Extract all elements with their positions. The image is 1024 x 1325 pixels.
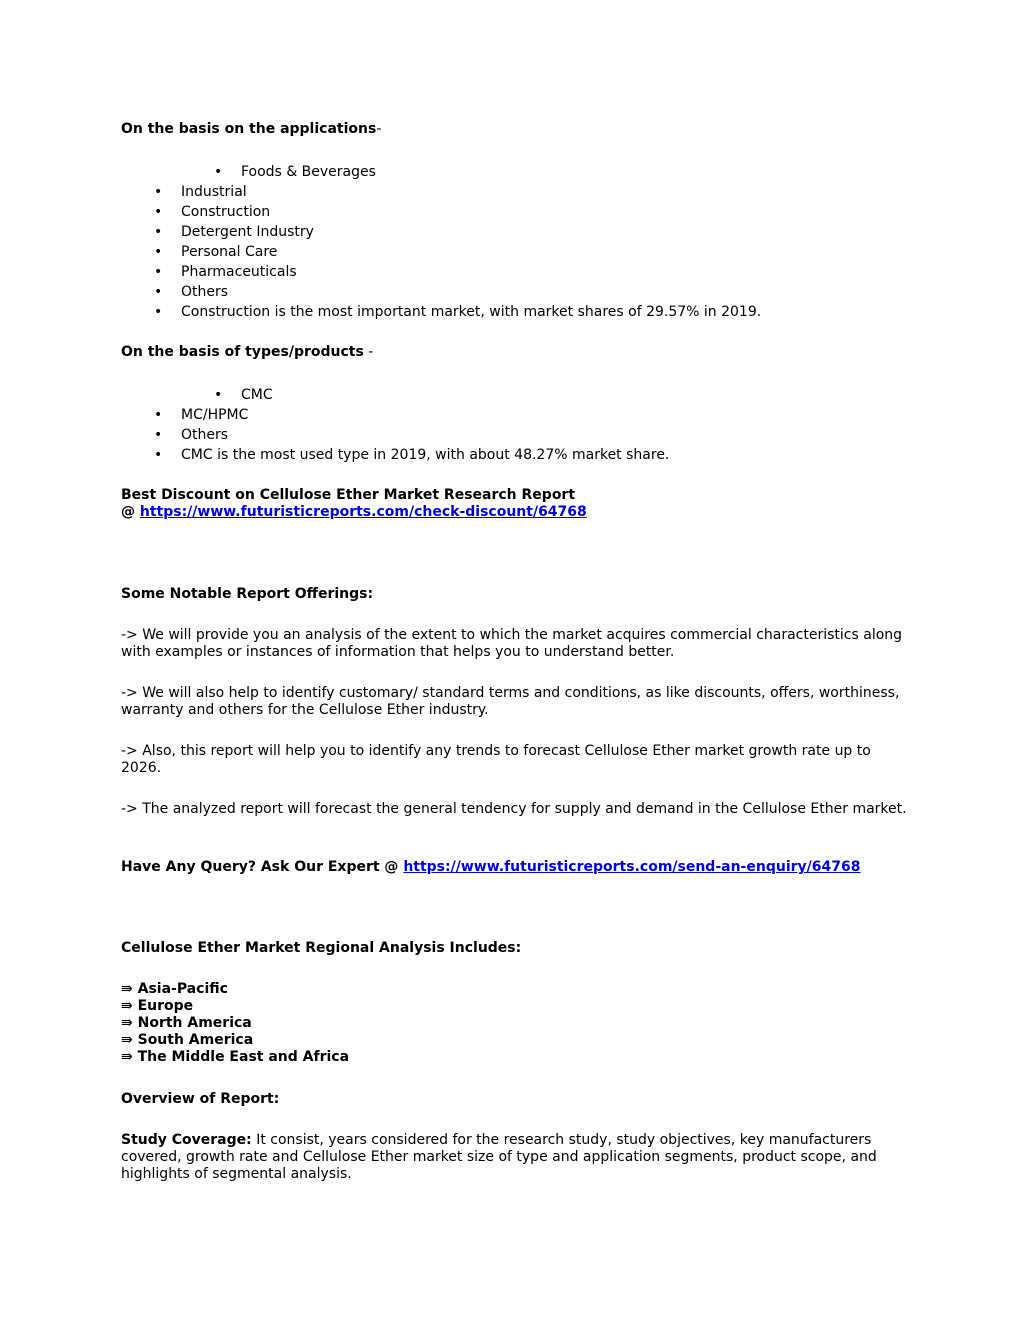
offering-paragraph: -> We will also help to identify customary/ standard terms and conditions, as like discounts, offers, worthiness, warranty and others for the Cellulose Ether industry. bbox=[121, 685, 900, 718]
overview-heading: Overview of Report: bbox=[121, 1091, 280, 1107]
list-item-text: Foods & Beverages bbox=[241, 164, 376, 180]
applications-heading-text: On the basis on the applications bbox=[121, 121, 377, 137]
discount-block bbox=[121, 487, 911, 521]
bullet-icon: • bbox=[154, 264, 163, 280]
list-item-text: Others bbox=[181, 427, 229, 443]
applications-heading bbox=[121, 121, 911, 138]
list-item bbox=[154, 427, 229, 444]
list-item bbox=[154, 284, 229, 301]
list-item bbox=[154, 204, 271, 221]
types-heading-suffix: - bbox=[363, 344, 374, 360]
list-item bbox=[121, 1032, 911, 1049]
study-coverage-label: Study Coverage: bbox=[121, 1132, 252, 1148]
list-item-text: Personal Care bbox=[181, 244, 278, 260]
offering-paragraph: -> Also, this report will help you to identify any trends to forecast Cellulose Ether market growth rate up to 2026. bbox=[121, 743, 871, 776]
list-item-text: Industrial bbox=[181, 184, 247, 200]
list-item-text: CMC is the most used type in 2019, with about 48.27% market share. bbox=[181, 447, 670, 463]
regional-list bbox=[121, 981, 911, 1066]
bullet-icon: • bbox=[154, 244, 163, 260]
types-heading-text: On the basis of types/products bbox=[121, 344, 364, 360]
offerings-heading: Some Notable Report Offerings: bbox=[121, 586, 374, 602]
list-item bbox=[154, 224, 314, 241]
bullet-icon: • bbox=[154, 224, 163, 240]
region-name: Europe bbox=[137, 998, 194, 1014]
list-item-text: CMC bbox=[241, 387, 273, 403]
list-item bbox=[214, 387, 273, 404]
region-name: North America bbox=[137, 1015, 252, 1031]
arrow-icon: ⇛ bbox=[121, 1049, 133, 1065]
list-item-text: Detergent Industry bbox=[181, 224, 314, 240]
bullet-icon: • bbox=[214, 387, 223, 403]
list-item bbox=[154, 407, 249, 424]
list-item bbox=[154, 184, 247, 201]
list-item-text: MC/HPMC bbox=[181, 407, 249, 423]
arrow-icon: ⇛ bbox=[121, 1032, 133, 1048]
list-item bbox=[121, 998, 911, 1015]
offering-paragraph: -> We will provide you an analysis of the extent to which the market acquires commercial characteristics along with examples or instances of information that helps you to understand better. bbox=[121, 627, 903, 660]
bullet-icon: • bbox=[154, 407, 163, 423]
bullet-icon: • bbox=[214, 164, 223, 180]
region-name: Asia-Pacific bbox=[137, 981, 228, 997]
region-name: The Middle East and Africa bbox=[137, 1049, 350, 1065]
bullet-icon: • bbox=[154, 447, 163, 463]
regional-heading: Cellulose Ether Market Regional Analysis Includes: bbox=[121, 940, 522, 956]
applications-heading-suffix: - bbox=[376, 121, 382, 137]
discount-title: Best Discount on Cellulose Ether Market Research Report bbox=[121, 487, 576, 503]
list-item bbox=[154, 264, 297, 281]
enquiry-link[interactable]: https://www.futuristicreports.com/send-an-enquiry/64768 bbox=[403, 859, 861, 875]
list-item-text: Construction bbox=[181, 204, 271, 220]
list-item bbox=[214, 164, 376, 181]
list-item bbox=[154, 244, 278, 261]
study-coverage-paragraph bbox=[121, 1132, 911, 1183]
offering-paragraph: -> The analyzed report will forecast the general tendency for supply and demand in the Cellulose Ether market. bbox=[121, 801, 907, 817]
discount-link-line bbox=[121, 504, 911, 521]
query-line bbox=[121, 859, 911, 876]
arrow-icon: ⇛ bbox=[121, 1015, 133, 1031]
list-item bbox=[121, 981, 911, 998]
bullet-icon: • bbox=[154, 184, 163, 200]
bullet-icon: • bbox=[154, 284, 163, 300]
study-coverage-text: It consist, years considered for the research study, study objectives, key manufacturers covered, growth rate and Cellulose Ether market size of type and application segments, product scope, and highlights of segmental analysis. bbox=[121, 1132, 877, 1182]
list-item-text: Others bbox=[181, 284, 229, 300]
types-heading bbox=[121, 344, 911, 361]
arrow-icon: ⇛ bbox=[121, 981, 133, 997]
bullet-icon: • bbox=[154, 204, 163, 220]
query-label: Have Any Query? Ask Our Expert @ bbox=[121, 859, 404, 875]
list-item-text: Construction is the most important market, with market shares of 29.57% in 2019. bbox=[181, 304, 762, 320]
bullet-icon: • bbox=[154, 427, 163, 443]
bullet-icon: • bbox=[154, 304, 163, 320]
list-item bbox=[121, 1049, 911, 1066]
list-item bbox=[154, 447, 670, 464]
list-item bbox=[121, 1015, 911, 1032]
discount-at: @ bbox=[121, 504, 140, 520]
list-item-text: Pharmaceuticals bbox=[181, 264, 297, 280]
arrow-icon: ⇛ bbox=[121, 998, 133, 1014]
region-name: South America bbox=[137, 1032, 254, 1048]
list-item bbox=[154, 304, 762, 321]
discount-link[interactable]: https://www.futuristicreports.com/check-discount/64768 bbox=[139, 504, 587, 520]
